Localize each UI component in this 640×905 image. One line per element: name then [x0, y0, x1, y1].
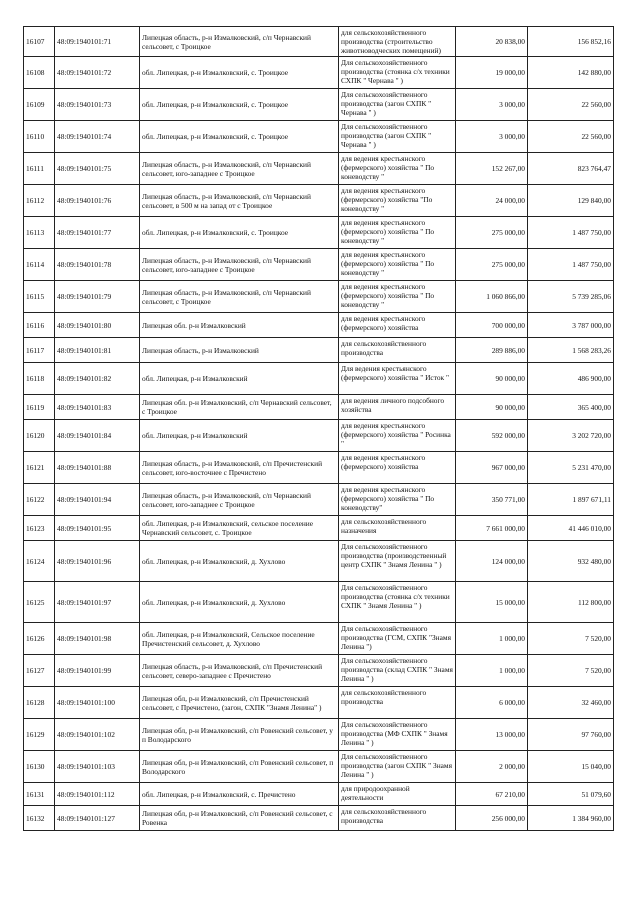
area-cell: 15 000,00 [456, 582, 528, 623]
address-cell: обл. Липецкая, р-н Измалковский, с. Троицкое [140, 121, 339, 153]
cadastral-value-cell: 97 760,00 [528, 719, 614, 751]
land-use-cell: для сельскохозяйственного производства [339, 687, 456, 719]
row-number-cell: 16123 [24, 516, 55, 541]
row-number-cell: 16108 [24, 57, 55, 89]
cadastral-value-cell: 7 520,00 [528, 655, 614, 687]
table-row [24, 281, 614, 313]
table-row [24, 484, 614, 516]
address-cell: обл. Липецкая, р-н Измалковский, Сельское поселение Пречистенский сельсовет, д. Хухлово [140, 623, 339, 655]
land-use-cell: Для сельскохозяйственного производства (загон СХПК " Чернава " ) [339, 89, 456, 121]
row-number-cell: 16109 [24, 89, 55, 121]
land-use-cell: для ведения крестьянского (фермерского) хозяйства " Росинка " [339, 420, 456, 452]
cadastral-value-cell: 823 764,47 [528, 153, 614, 185]
land-use-cell: для сельскохозяйственного производства [339, 338, 456, 363]
cadastral-number-cell: 48:09:1940101:96 [55, 541, 140, 582]
area-cell: 20 838,00 [456, 27, 528, 57]
table-row [24, 313, 614, 338]
table-row [24, 751, 614, 783]
address-cell: Липецкая область, р-н Измалковский, с/п Чернавский сельсовет, юго-западнее с Троицкое [140, 484, 339, 516]
cadastral-number-cell: 48:09:1940101:82 [55, 363, 140, 395]
address-cell: обл. Липецкая, р-н Измалковский, д. Хухлово [140, 541, 339, 582]
area-cell: 124 000,00 [456, 541, 528, 582]
cadastral-number-cell: 48:09:1940101:84 [55, 420, 140, 452]
address-cell: обл. Липецкая, р-н Измалковский [140, 363, 339, 395]
cadastral-value-cell: 41 446 010,00 [528, 516, 614, 541]
area-cell: 289 886,00 [456, 338, 528, 363]
cadastral-value-cell: 1 568 283,26 [528, 338, 614, 363]
land-use-cell: Для сельскохозяйственного производства (производственный центр СХПК " Знамя Ленина " ) [339, 541, 456, 582]
cadastral-number-cell: 48:09:1940101:71 [55, 27, 140, 57]
row-number-cell: 16118 [24, 363, 55, 395]
land-use-cell: для ведения крестьянского (фермерского) хозяйства [339, 452, 456, 484]
cadastral-value-cell: 365 400,00 [528, 395, 614, 420]
area-cell: 275 000,00 [456, 217, 528, 249]
cadastral-value-cell: 1 897 671,11 [528, 484, 614, 516]
area-cell: 3 000,00 [456, 121, 528, 153]
address-cell: Липецкая обл, р-н Измалковский, с/п Ровенский сельсовет, с Ровенка [140, 806, 339, 831]
cadastral-value-cell: 22 560,00 [528, 121, 614, 153]
cadastral-value-cell: 5 739 285,06 [528, 281, 614, 313]
cadastral-value-cell: 5 231 470,00 [528, 452, 614, 484]
cadastral-number-cell: 48:09:1940101:97 [55, 582, 140, 623]
row-number-cell: 16131 [24, 783, 55, 806]
address-cell: Липецкая область, р-н Измалковский [140, 338, 339, 363]
row-number-cell: 16110 [24, 121, 55, 153]
address-cell: обл. Липецкая, р-н Измалковский, с. Пречистено [140, 783, 339, 806]
table-row [24, 121, 614, 153]
cadastral-value-cell: 7 520,00 [528, 623, 614, 655]
address-cell: Липецкая область, р-н Измалковский, с/п Пречистенский сельсовет, юго-восточнее с Пречистено [140, 452, 339, 484]
address-cell: обл. Липецкая, р-н Измалковский [140, 420, 339, 452]
area-cell: 1 000,00 [456, 655, 528, 687]
address-cell: обл. Липецкая, р-н Измалковский, с. Троицкое [140, 89, 339, 121]
land-use-cell: для природоохранной деятельности [339, 783, 456, 806]
land-use-cell: Для ведения крестьянского (фермерского) хозяйства " Исток " [339, 363, 456, 395]
land-use-cell: Для сельскохозяйственного производства (МФ СХПК " Знамя Ленина " ) [339, 719, 456, 751]
table-row [24, 89, 614, 121]
cadastral-value-cell: 3 787 000,00 [528, 313, 614, 338]
cadastral-value-cell: 156 852,16 [528, 27, 614, 57]
cadastral-number-cell: 48:09:1940101:127 [55, 806, 140, 831]
area-cell: 1 000,00 [456, 623, 528, 655]
land-registry-table-page [23, 26, 613, 831]
table-row [24, 541, 614, 582]
cadastral-number-cell: 48:09:1940101:81 [55, 338, 140, 363]
land-use-cell: для ведения крестьянского (фермерского) хозяйства " По коневодству " [339, 217, 456, 249]
cadastral-number-cell: 48:09:1940101:100 [55, 687, 140, 719]
area-cell: 592 000,00 [456, 420, 528, 452]
table-row [24, 153, 614, 185]
address-cell: Липецкая область, р-н Измалковский, с/п Чернавский сельсовет, в 500 м на запад от с Троицкое [140, 185, 339, 217]
land-use-cell: Для сельскохозяйственного производства (стоянка с/х техники СХПК " Чернава " ) [339, 57, 456, 89]
area-cell: 350 771,00 [456, 484, 528, 516]
address-cell: Липецкая область, р-н Измалковский, с/п Чернавский сельсовет, с Троицкое [140, 27, 339, 57]
row-number-cell: 16132 [24, 806, 55, 831]
cadastral-number-cell: 48:09:1940101:76 [55, 185, 140, 217]
row-number-cell: 16127 [24, 655, 55, 687]
address-cell: обл. Липецкая, р-н Измалковский, д. Хухлово [140, 582, 339, 623]
row-number-cell: 16113 [24, 217, 55, 249]
table-row [24, 217, 614, 249]
address-cell: обл. Липецкая, р-н Измалковский, сельское поселение Чернавский сельсовет, с. Троицкое [140, 516, 339, 541]
row-number-cell: 16125 [24, 582, 55, 623]
land-use-cell: для ведения крестьянского (фермерского) хозяйства " По коневодству " [339, 249, 456, 281]
land-use-cell: для сельскохозяйственного назначения [339, 516, 456, 541]
address-cell: обл. Липецкая, р-н Измалковский, с. Троицкое [140, 57, 339, 89]
area-cell: 67 210,00 [456, 783, 528, 806]
address-cell: Липецкая обл. р-н Измалковский, с/п Чернавский сельсовет, с Троицкое [140, 395, 339, 420]
cadastral-value-cell: 142 880,00 [528, 57, 614, 89]
cadastral-number-cell: 48:09:1940101:72 [55, 57, 140, 89]
table-row [24, 420, 614, 452]
cadastral-value-cell: 15 040,00 [528, 751, 614, 783]
row-number-cell: 16117 [24, 338, 55, 363]
area-cell: 256 000,00 [456, 806, 528, 831]
row-number-cell: 16119 [24, 395, 55, 420]
cadastral-value-cell: 129 840,00 [528, 185, 614, 217]
land-use-cell: Для сельскохозяйственного производства (склад СХПК " Знамя Ленина " ) [339, 655, 456, 687]
cadastral-number-cell: 48:09:1940101:98 [55, 623, 140, 655]
area-cell: 19 000,00 [456, 57, 528, 89]
area-cell: 90 000,00 [456, 395, 528, 420]
land-use-cell: для ведения крестьянского (фермерского) хозяйства "По коневодству " [339, 185, 456, 217]
row-number-cell: 16121 [24, 452, 55, 484]
table-row [24, 783, 614, 806]
area-cell: 13 000,00 [456, 719, 528, 751]
cadastral-value-cell: 112 800,00 [528, 582, 614, 623]
cadastral-number-cell: 48:09:1940101:75 [55, 153, 140, 185]
row-number-cell: 16129 [24, 719, 55, 751]
cadastral-number-cell: 48:09:1940101:112 [55, 783, 140, 806]
address-cell: Липецкая обл, р-н Измалковский, с/п Ровенский сельсовет, у п Володарского [140, 719, 339, 751]
land-use-cell: для ведения крестьянского (фермерского) хозяйства " По коневодству " [339, 281, 456, 313]
row-number-cell: 16116 [24, 313, 55, 338]
land-use-cell: Для сельскохозяйственного производства (загон СХПК " Чернава " ) [339, 121, 456, 153]
cadastral-value-cell: 486 900,00 [528, 363, 614, 395]
row-number-cell: 16130 [24, 751, 55, 783]
row-number-cell: 16122 [24, 484, 55, 516]
address-cell: Липецкая область, р-н Измалковский, с/п Чернавский сельсовет, с Троицкое [140, 281, 339, 313]
table-row [24, 806, 614, 831]
cadastral-value-cell: 1 384 960,00 [528, 806, 614, 831]
area-cell: 967 000,00 [456, 452, 528, 484]
cadastral-number-cell: 48:09:1940101:99 [55, 655, 140, 687]
area-cell: 7 661 000,00 [456, 516, 528, 541]
area-cell: 24 000,00 [456, 185, 528, 217]
address-cell: Липецкая область, р-н Измалковский, с/п Пречистенский сельсовет, северо-западнее с Пречистено [140, 655, 339, 687]
table-row [24, 185, 614, 217]
table-row [24, 395, 614, 420]
table-row [24, 623, 614, 655]
area-cell: 6 000,00 [456, 687, 528, 719]
table-row [24, 452, 614, 484]
row-number-cell: 16128 [24, 687, 55, 719]
land-use-cell: для ведения крестьянского (фермерского) хозяйства " По коневодству " [339, 153, 456, 185]
table-row [24, 516, 614, 541]
table-row [24, 582, 614, 623]
cadastral-value-cell: 3 202 720,00 [528, 420, 614, 452]
land-use-cell: Для сельскохозяйственного производства (стоянка с/х техники СХПК " Знамя Ленина " ) [339, 582, 456, 623]
table-row [24, 57, 614, 89]
area-cell: 2 000,00 [456, 751, 528, 783]
table-row [24, 655, 614, 687]
cadastral-number-cell: 48:09:1940101:102 [55, 719, 140, 751]
row-number-cell: 16111 [24, 153, 55, 185]
table-row [24, 27, 614, 57]
cadastral-value-cell: 51 079,60 [528, 783, 614, 806]
cadastral-number-cell: 48:09:1940101:73 [55, 89, 140, 121]
table-row [24, 363, 614, 395]
address-cell: обл. Липецкая, р-н Измалковский, с. Троицкое [140, 217, 339, 249]
cadastral-value-cell: 32 460,00 [528, 687, 614, 719]
cadastral-value-cell: 1 487 750,00 [528, 249, 614, 281]
address-cell: Липецкая область, р-н Измалковский, с/п Чернавский сельсовет, юго-западнее с Троицкое [140, 153, 339, 185]
land-use-cell: для сельскохозяйственного производства (строительство животноводческих помещений) [339, 27, 456, 57]
table-row [24, 719, 614, 751]
cadastral-number-cell: 48:09:1940101:83 [55, 395, 140, 420]
address-cell: Липецкая обл. р-н Измалковский [140, 313, 339, 338]
cadastral-number-cell: 48:09:1940101:95 [55, 516, 140, 541]
cadastral-value-cell: 932 480,00 [528, 541, 614, 582]
area-cell: 90 000,00 [456, 363, 528, 395]
row-number-cell: 16126 [24, 623, 55, 655]
row-number-cell: 16120 [24, 420, 55, 452]
land-use-cell: для ведения крестьянского (фермерского) хозяйства [339, 313, 456, 338]
cadastral-value-cell: 1 487 750,00 [528, 217, 614, 249]
cadastral-number-cell: 48:09:1940101:77 [55, 217, 140, 249]
row-number-cell: 16114 [24, 249, 55, 281]
cadastral-number-cell: 48:09:1940101:103 [55, 751, 140, 783]
row-number-cell: 16112 [24, 185, 55, 217]
cadastral-number-cell: 48:09:1940101:79 [55, 281, 140, 313]
address-cell: Липецкая область, р-н Измалковский, с/п Чернавский сельсовет, юго-западнее с Троицкое [140, 249, 339, 281]
row-number-cell: 16115 [24, 281, 55, 313]
area-cell: 152 267,00 [456, 153, 528, 185]
area-cell: 1 060 866,00 [456, 281, 528, 313]
area-cell: 275 000,00 [456, 249, 528, 281]
table-row [24, 338, 614, 363]
row-number-cell: 16107 [24, 27, 55, 57]
area-cell: 700 000,00 [456, 313, 528, 338]
area-cell: 3 000,00 [456, 89, 528, 121]
address-cell: Липецкая обл, р-н Измалковский, с/п Ровенский сельсовет, п Володарского [140, 751, 339, 783]
cadastral-number-cell: 48:09:1940101:78 [55, 249, 140, 281]
land-use-cell: для ведения крестьянского (фермерского) хозяйства " По коневодству" [339, 484, 456, 516]
cadastral-value-cell: 22 560,00 [528, 89, 614, 121]
land-registry-table [23, 26, 614, 831]
table-body [24, 27, 614, 831]
address-cell: Липецкая обл, р-н Измалковский, с/п Пречистенский сельсовет, с Пречистено, (загон, СХПК "Знамя Ленина" ) [140, 687, 339, 719]
cadastral-number-cell: 48:09:1940101:88 [55, 452, 140, 484]
table-row [24, 249, 614, 281]
row-number-cell: 16124 [24, 541, 55, 582]
cadastral-number-cell: 48:09:1940101:80 [55, 313, 140, 338]
land-use-cell: для сельскохозяйственного производства [339, 806, 456, 831]
land-use-cell: Для сельскохозяйственного производства (ГСМ, СХПК "Знамя Ленина ") [339, 623, 456, 655]
table-row [24, 687, 614, 719]
cadastral-number-cell: 48:09:1940101:74 [55, 121, 140, 153]
land-use-cell: Для сельскохозяйственного производства (загон СХПК " Знамя Ленина " ) [339, 751, 456, 783]
land-use-cell: для ведения личного подсобного хозяйства [339, 395, 456, 420]
cadastral-number-cell: 48:09:1940101:94 [55, 484, 140, 516]
